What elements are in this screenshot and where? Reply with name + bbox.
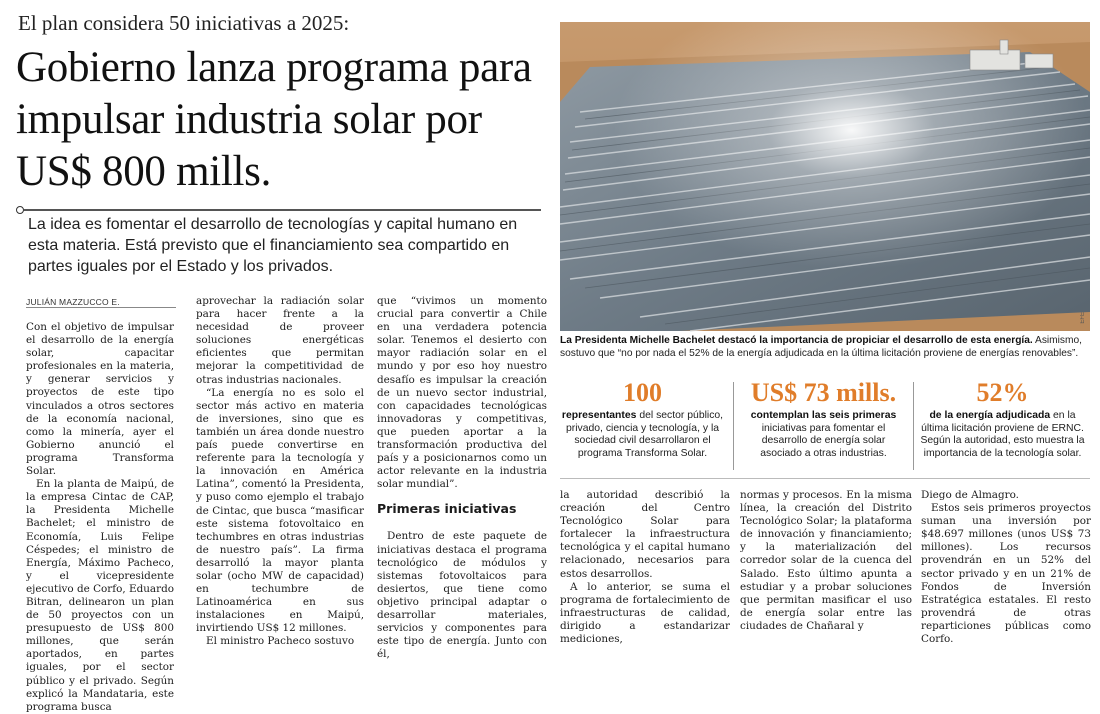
- body-column-2: [196, 295, 364, 649]
- headline: Gobierno lanza programa para impulsar industria solar por US$ 800 mills.: [16, 44, 532, 195]
- paragraph: Diego de Almagro.: [921, 489, 1019, 501]
- stat-value: US$ 73 mills.: [750, 378, 897, 407]
- stat-text: del sector público, privado, ciencia y tecnología, y la sociedad civil desarrollaron el programa Transforma Solar.: [565, 410, 724, 459]
- body-column-6: [921, 489, 1091, 646]
- stat-value: 52%: [976, 378, 1029, 407]
- paragraph: El ministro Pacheco sostuvo: [206, 635, 355, 648]
- stat-box-2: [741, 378, 906, 460]
- body-column-4: [560, 489, 730, 646]
- caption-text: Asimismo, sostuvo que “no por nada el 52% de la energía adjudicada en la última licitación proviene de energías renovables”.: [560, 335, 1083, 359]
- stat-divider: [913, 382, 914, 470]
- kicker: El plan considera 50 iniciativas a 2025:: [18, 11, 350, 35]
- stat-bold: representantes: [561, 410, 637, 421]
- body-column-5: [740, 489, 912, 633]
- byline-rule: [26, 307, 176, 308]
- caption-bold: La Presidenta Michelle Bachelet destacó la importancia de propiciar el desarrollo de esta energía.: [560, 335, 1033, 346]
- stat-value: 100: [623, 378, 662, 407]
- headline-rule: [24, 209, 541, 211]
- paragraph: En la planta de Maipú, de la empresa Cintac de CAP, la Presidenta Michelle Bachelet; el ministro de Economía, Luis Felipe Céspedes; el ministro de Energía, Máximo Pacheco, y el vicepresidente ejecutivo de Corfo, Eduardo Bitran, delinearon un plan de 50 proyectos con un presupuesto de US$ 800 millones, que serán aportados, en partes iguales, por el sector público y el privado. Según explicó la Mandataria, este programa busca: [26, 478, 174, 713]
- paragraph: que “vivimos un momento crucial para convertir a Chile en una verdadera potencia solar. Tenemos el desierto con mayor radiación solar en el mundo y por eso hoy nuestro desafío es impulsar la creación de un nuevo sector industrial, con capacidades tecnológicas innovadoras y competitivas, que pueden aportar a la transformación productiva del país y a posicionarnos como un actor relevante en la industria solar mundial”.: [377, 295, 547, 491]
- stat-bold: de la energía adjudicada: [929, 410, 1051, 421]
- paragraph: A lo anterior, se suma el programa de fortalecimiento de infraestructuras de calidad, dirigido a estandarizar mediciones,: [560, 580, 730, 646]
- paragraph: aprovechar la radiación solar para hacer frente a la necesidad de proveer soluciones energéticas eficientes que permitan mejorar la competitividad de otras industrias nacionales.: [196, 295, 364, 386]
- stat-text: iniciativas para fomentar el desarrollo de energía solar asociado a otras industrias.: [760, 422, 887, 459]
- paragraph: “La energía no es solo el sector más activo en materia de inversiones, sino que es también un área donde nuestro país puede convertirse en referente para la tecnología y la innovación en América Latina”, comentó la Presidenta, y puso como ejemplo el trabajo de Cintac, que busca “masificar este sistema fotovoltaico en techumbres en otras industrias de nuestro país”. La firma desarrolló la mayor planta solar (ocho MW de capacidad) en techumbre de Latinoamérica en sus instalaciones en Maipú, invirtiendo US$ 12 millones.: [196, 386, 364, 635]
- byline: JULIÁN MAZZUCCO E.: [26, 297, 120, 307]
- paragraph: la autoridad describió la creación del Centro Tecnológico Solar para fortalecer la infraestructura tecnológica y el capital humano relacionado, necesarios para estos desarrollos.: [560, 489, 730, 580]
- solar-plant-photo: [560, 22, 1090, 331]
- stat-box-3: [920, 378, 1085, 460]
- deck: La idea es fomentar el desarrollo de tecnologías y capital humano en esta materia. Está previsto que el financiamiento sea compartido en partes iguales por el Estado y los privados.: [28, 216, 518, 275]
- paragraph: normas y procesos. En la misma línea, la creación del Distrito Tecnológico Solar; la plataforma de innovación y financiamiento; y la materialización del corredor solar de la cuenca del Salado. Esto último apunta a estudiar y a probar soluciones que permitan masificar el uso de energía solar entre las ciudades de Chañaral y: [740, 489, 912, 632]
- stat-divider: [733, 382, 734, 470]
- stat-box-1: [560, 378, 725, 460]
- rule-dot: [16, 206, 24, 214]
- paragraph: Estos seis primeros proyectos suman una inversión por $48.697 millones (unos US$ 73 millones). Los recursos provendrán en un 52% del sector privado y en un 21% de Fondos de Inversión Estratégica estatales. El resto provendrá de otras reparticiones públicas como Corfo.: [921, 502, 1091, 646]
- stat-bold: contemplan las seis primeras: [750, 410, 897, 421]
- photo-credit: EFE: [1080, 312, 1086, 324]
- paragraph: Dentro de este paquete de iniciativas destaca el programa tecnológico de módulos y sistemas fotovoltaicos para desiertos, que tiene como objetivo principal adaptar o desarrollar materiales, servicios y componentes para este tipo de energía. Junto con él,: [377, 530, 547, 661]
- body-column-3: [377, 295, 547, 661]
- stats-bottom-rule: [560, 478, 1090, 479]
- paragraph: Con el objetivo de impulsar el desarrollo de la energía solar, capacitar profesionales en la materia, y generar servicios y proyectos de este tipo vinculados a otros sectores de la economía nacional, como la minería, ayer el Gobierno anunció el programa Transforma Solar.: [26, 321, 174, 478]
- subhead: Primeras iniciativas: [377, 501, 517, 517]
- photo-caption: [560, 334, 1092, 360]
- stat-text: en la última licitación proviene de ERNC. Según la autoridad, esto muestra la importancia de la tecnología solar.: [920, 410, 1085, 459]
- body-column-1: [26, 321, 174, 714]
